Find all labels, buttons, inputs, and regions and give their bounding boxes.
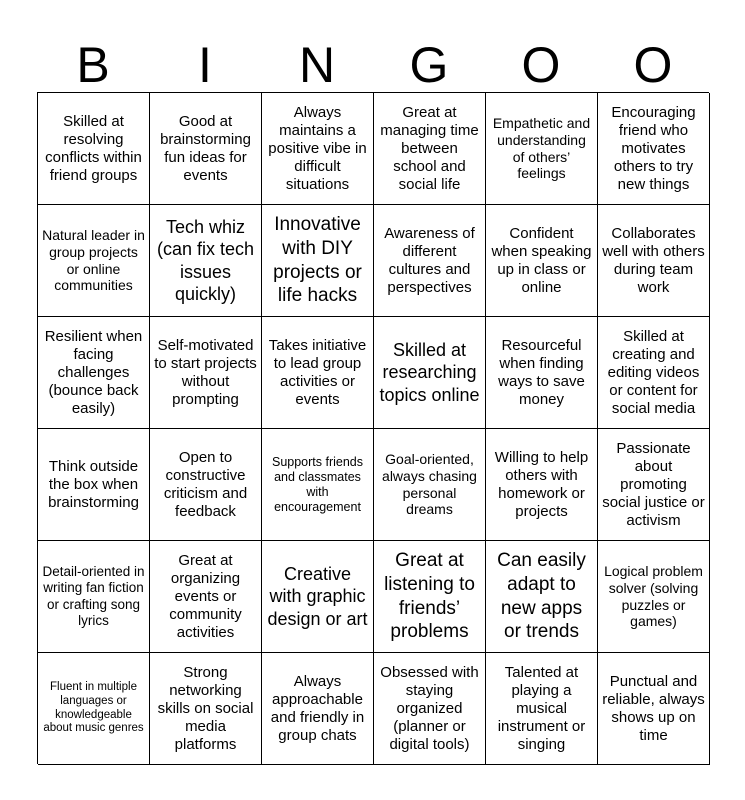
bingo-cell[interactable]: Empathetic and understanding of others’ feelings: [486, 93, 598, 205]
bingo-cell[interactable]: Talented at playing a musical instrument or singing: [486, 653, 598, 765]
bingo-cell[interactable]: Supports friends and classmates with encouragement: [262, 429, 374, 541]
header-letter-2: I: [198, 37, 212, 93]
bingo-cell[interactable]: Awareness of different cultures and perspectives: [374, 205, 486, 317]
bingo-cell[interactable]: Detail-oriented in writing fan fiction or crafting song lyrics: [38, 541, 150, 653]
bingo-cell[interactable]: Creative with graphic design or art: [262, 541, 374, 653]
bingo-cell[interactable]: Natural leader in group projects or online communities: [38, 205, 150, 317]
bingo-cell[interactable]: Logical problem solver (solving puzzles or games): [598, 541, 710, 653]
bingo-cell[interactable]: Great at listening to friends’ problems: [374, 541, 486, 653]
bingo-cell[interactable]: Fluent in multiple languages or knowledgeable about music genres: [38, 653, 150, 765]
bingo-cell[interactable]: Punctual and reliable, always shows up on time: [598, 653, 710, 765]
bingo-cell[interactable]: Confident when speaking up in class or online: [486, 205, 598, 317]
bingo-cell[interactable]: Obsessed with staying organized (planner or digital tools): [374, 653, 486, 765]
bingo-cell[interactable]: Encouraging friend who motivates others to try new things: [598, 93, 710, 205]
header-letter-6: O: [633, 37, 673, 93]
bingo-grid: [37, 92, 709, 764]
bingo-cell[interactable]: Good at brainstorming fun ideas for events: [150, 93, 262, 205]
bingo-cell[interactable]: Great at managing time between school and social life: [374, 93, 486, 205]
bingo-cell[interactable]: Skilled at researching topics online: [374, 317, 486, 429]
bingo-cell[interactable]: Always approachable and friendly in group chats: [262, 653, 374, 765]
bingo-cell[interactable]: Collaborates well with others during team work: [598, 205, 710, 317]
bingo-cell[interactable]: Skilled at creating and editing videos or content for social media: [598, 317, 710, 429]
bingo-cell[interactable]: Takes initiative to lead group activities or events: [262, 317, 374, 429]
bingo-cell[interactable]: Innovative with DIY projects or life hacks: [262, 205, 374, 317]
bingo-cell[interactable]: Think outside the box when brainstorming: [38, 429, 150, 541]
bingo-cell[interactable]: Always maintains a positive vibe in difficult situations: [262, 93, 374, 205]
bingo-header: [37, 36, 709, 94]
header-letter-4: G: [409, 37, 449, 93]
bingo-cell[interactable]: Resilient when facing challenges (bounce back easily): [38, 317, 150, 429]
bingo-cell[interactable]: Tech whiz (can fix tech issues quickly): [150, 205, 262, 317]
bingo-cell[interactable]: Great at organizing events or community activities: [150, 541, 262, 653]
bingo-cell[interactable]: Self-motivated to start projects without prompting: [150, 317, 262, 429]
header-letter-3: N: [298, 37, 336, 93]
bingo-cell[interactable]: Skilled at resolving conflicts within friend groups: [38, 93, 150, 205]
bingo-cell[interactable]: Can easily adapt to new apps or trends: [486, 541, 598, 653]
bingo-cell[interactable]: Goal-oriented, always chasing personal dreams: [374, 429, 486, 541]
bingo-cell[interactable]: Willing to help others with homework or projects: [486, 429, 598, 541]
bingo-cell[interactable]: Strong networking skills on social media platforms: [150, 653, 262, 765]
header-letter-1: B: [76, 37, 110, 93]
bingo-cell[interactable]: Passionate about promoting social justice or activism: [598, 429, 710, 541]
bingo-cell[interactable]: Open to constructive criticism and feedback: [150, 429, 262, 541]
bingo-cell[interactable]: Resourceful when finding ways to save money: [486, 317, 598, 429]
header-letter-5: O: [521, 37, 561, 93]
